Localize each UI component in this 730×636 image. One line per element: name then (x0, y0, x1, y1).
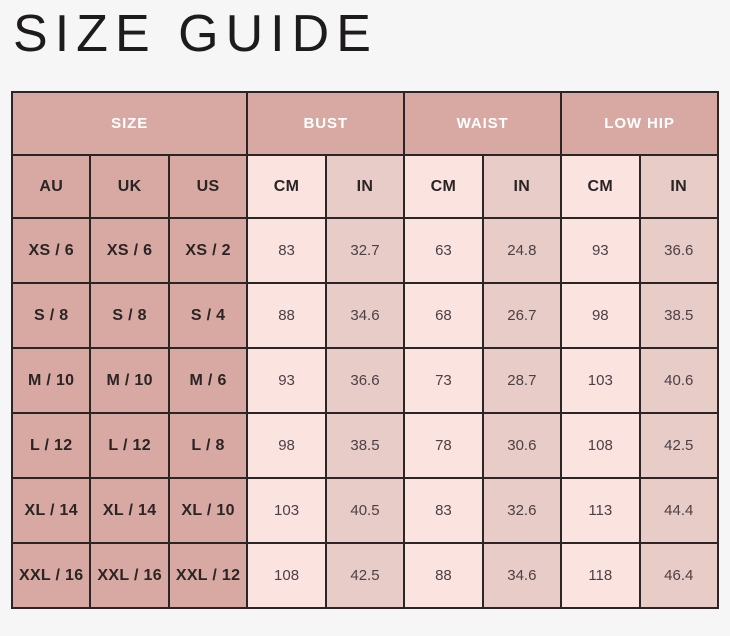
cell-waist-cm: 73 (404, 348, 482, 413)
sub-header-lowhip-cm: CM (561, 155, 639, 218)
table-row (12, 218, 718, 283)
cell-size-us: XL / 10 (169, 478, 247, 543)
cell-size-au: M / 10 (12, 348, 90, 413)
table-header (12, 92, 718, 218)
sub-header-lowhip-in: IN (640, 155, 719, 218)
cell-size-uk: L / 12 (90, 413, 168, 478)
cell-bust-cm: 83 (247, 218, 325, 283)
table-row (12, 283, 718, 348)
cell-waist-cm: 83 (404, 478, 482, 543)
cell-size-us: S / 4 (169, 283, 247, 348)
cell-bust-in: 38.5 (326, 413, 404, 478)
table-row (12, 348, 718, 413)
sub-header-waist-in: IN (483, 155, 561, 218)
group-header-low-hip: LOW HIP (561, 92, 718, 155)
cell-lowhip-cm: 113 (561, 478, 639, 543)
cell-lowhip-in: 38.5 (640, 283, 719, 348)
cell-waist-in: 24.8 (483, 218, 561, 283)
sub-header-au: AU (12, 155, 90, 218)
cell-size-uk: M / 10 (90, 348, 168, 413)
cell-size-us: XXL / 12 (169, 543, 247, 608)
cell-bust-in: 36.6 (326, 348, 404, 413)
cell-size-au: XL / 14 (12, 478, 90, 543)
cell-size-uk: XXL / 16 (90, 543, 168, 608)
cell-size-au: XS / 6 (12, 218, 90, 283)
group-header-size: SIZE (12, 92, 247, 155)
cell-bust-in: 42.5 (326, 543, 404, 608)
cell-lowhip-cm: 108 (561, 413, 639, 478)
cell-size-us: XS / 2 (169, 218, 247, 283)
cell-waist-in: 26.7 (483, 283, 561, 348)
cell-bust-in: 34.6 (326, 283, 404, 348)
cell-size-us: L / 8 (169, 413, 247, 478)
cell-lowhip-in: 46.4 (640, 543, 719, 608)
sub-header-bust-cm: CM (247, 155, 325, 218)
cell-size-uk: XS / 6 (90, 218, 168, 283)
cell-lowhip-in: 40.6 (640, 348, 719, 413)
table-row (12, 543, 718, 608)
cell-bust-cm: 98 (247, 413, 325, 478)
cell-waist-in: 30.6 (483, 413, 561, 478)
cell-lowhip-cm: 93 (561, 218, 639, 283)
sub-header-us: US (169, 155, 247, 218)
cell-lowhip-cm: 103 (561, 348, 639, 413)
size-guide-table (11, 91, 719, 609)
cell-bust-cm: 108 (247, 543, 325, 608)
sub-header-waist-cm: CM (404, 155, 482, 218)
cell-size-us: M / 6 (169, 348, 247, 413)
cell-bust-in: 32.7 (326, 218, 404, 283)
cell-waist-cm: 63 (404, 218, 482, 283)
table-body (12, 218, 718, 608)
group-header-waist: WAIST (404, 92, 561, 155)
cell-lowhip-cm: 118 (561, 543, 639, 608)
cell-waist-in: 32.6 (483, 478, 561, 543)
cell-size-au: L / 12 (12, 413, 90, 478)
cell-waist-cm: 88 (404, 543, 482, 608)
table-row (12, 478, 718, 543)
sub-header-row (12, 155, 718, 218)
cell-bust-cm: 88 (247, 283, 325, 348)
group-header-row (12, 92, 718, 155)
cell-bust-cm: 93 (247, 348, 325, 413)
cell-lowhip-in: 42.5 (640, 413, 719, 478)
cell-waist-in: 34.6 (483, 543, 561, 608)
cell-size-uk: XL / 14 (90, 478, 168, 543)
cell-bust-in: 40.5 (326, 478, 404, 543)
group-header-bust: BUST (247, 92, 404, 155)
cell-waist-cm: 78 (404, 413, 482, 478)
sub-header-uk: UK (90, 155, 168, 218)
cell-lowhip-in: 36.6 (640, 218, 719, 283)
cell-size-uk: S / 8 (90, 283, 168, 348)
cell-waist-in: 28.7 (483, 348, 561, 413)
cell-size-au: S / 8 (12, 283, 90, 348)
sub-header-bust-in: IN (326, 155, 404, 218)
cell-lowhip-in: 44.4 (640, 478, 719, 543)
page-title: SIZE GUIDE (13, 5, 378, 63)
cell-size-au: XXL / 16 (12, 543, 90, 608)
cell-bust-cm: 103 (247, 478, 325, 543)
cell-waist-cm: 68 (404, 283, 482, 348)
cell-lowhip-cm: 98 (561, 283, 639, 348)
table-row (12, 413, 718, 478)
